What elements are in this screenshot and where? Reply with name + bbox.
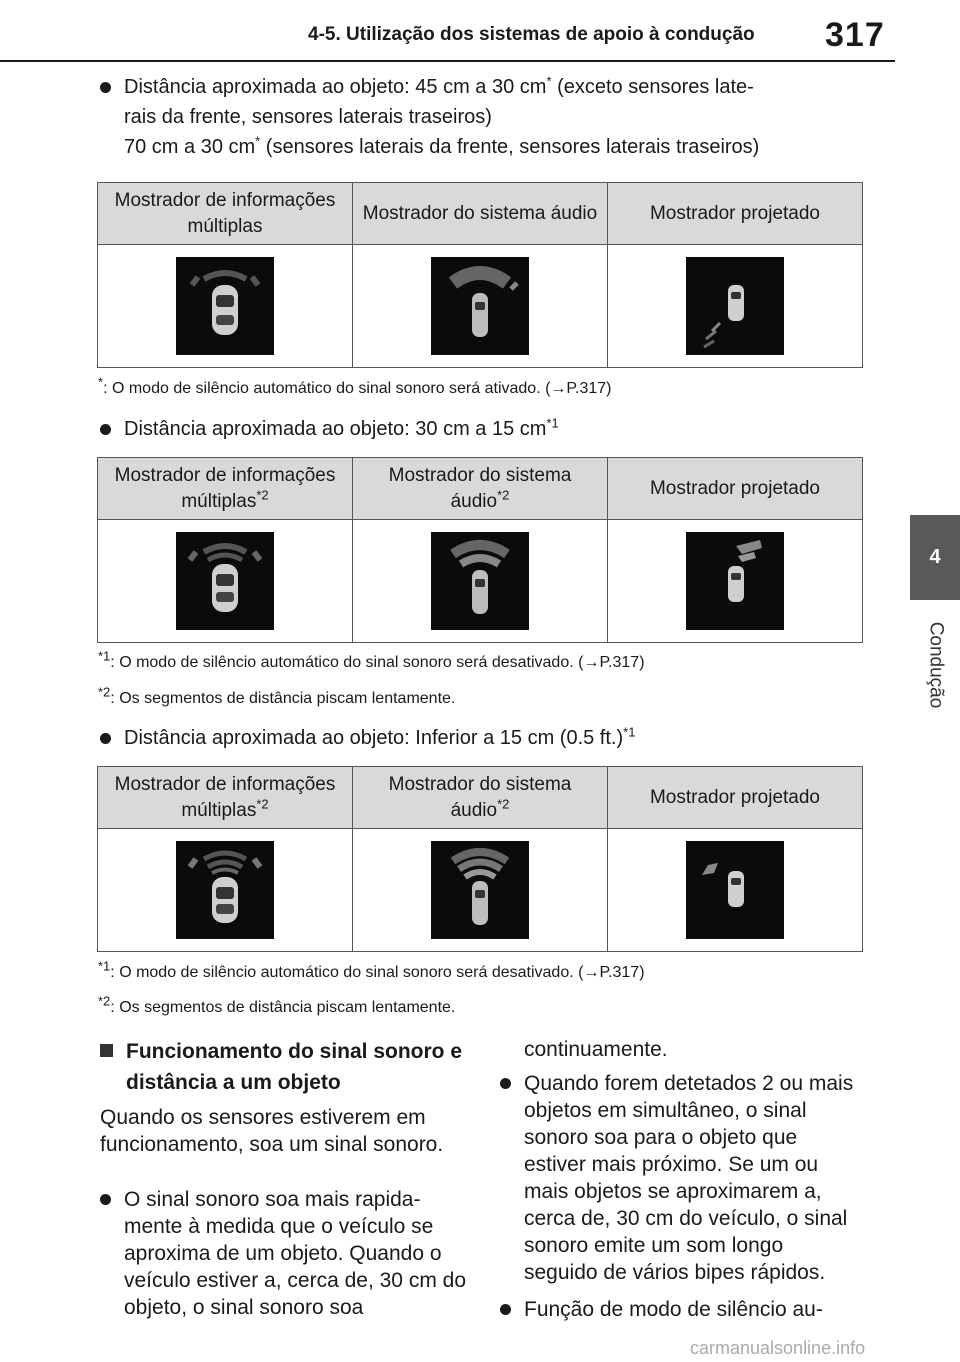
audio-display-image <box>431 532 529 630</box>
projected-display-image <box>686 532 784 630</box>
display-table-3 <box>97 766 863 952</box>
chapter-number: 4 <box>929 546 941 568</box>
body-bullet-2: Quando forem detetados 2 ou mais objetos em simultâneo, o sinal sonoro soa para o objeto que estiver mais próximo. Se um ou mais objetos se aproximarem a, cerca de, 30 cm do veículo, o sinal sonoro emite um som longo seguido de vários bipes rápidos. <box>500 1070 862 1286</box>
header-divider <box>0 60 895 62</box>
multi-info-display-image <box>176 532 274 630</box>
header-projected: Mostrador projetado <box>608 183 863 245</box>
heading-square-icon <box>100 1044 113 1057</box>
distance-bullet-3: Distância aproximada ao objeto: Inferior a 15 cm (0.5 ft.)$^{*1}$ <box>100 723 635 753</box>
bullet-dot <box>100 82 111 93</box>
distance-bullet-2: Distância aproximada ao objeto: 30 cm a 15 $cm^{*1}$ <box>100 414 559 444</box>
audio-display-image <box>431 257 529 355</box>
footnote-3-2: $^{*2}$: Os segmentos de distância piscam lentamente. <box>98 993 456 1016</box>
header-multi-info: Mostrador de informações múltiplas <box>98 183 353 245</box>
distance-bullet-1: Distância aproximada ao objeto: 45 cm a 30 cm* (exceto sensores late- rais da frente, sensores laterais traseiros) 70 cm a 30 cm* (sensores laterais da frente, sensores laterais traseiros) <box>100 72 870 162</box>
body-bullet-1-continued: continuamente. <box>524 1038 668 1061</box>
header-audio: Mostrador do sistema áudio$^{*2}$ <box>353 767 608 829</box>
header-projected: Mostrador projetado <box>608 458 863 520</box>
section-title: 4-5. Utilização dos sistemas de apoio à condução <box>308 24 755 45</box>
footnote-1: *: O modo de silêncio automático do sinal sonoro será ativado. (→P.317) <box>98 374 612 397</box>
body-paragraph: Quando os sensores estiverem em funcionamento, soa um sinal sonoro. <box>100 1106 444 1156</box>
watermark: carmanualsonline.info <box>690 1338 866 1358</box>
chapter-label <box>910 610 960 720</box>
display-table-2 <box>97 457 863 643</box>
header-audio: Mostrador do sistema áudio <box>353 183 608 245</box>
header-projected: Mostrador projetado <box>608 767 863 829</box>
audio-display-image <box>431 841 529 939</box>
body-bullet-3: Função de modo de silêncio au- <box>500 1296 862 1323</box>
chapter-label-text: Condução <box>925 621 946 709</box>
page-number: 317 <box>825 16 885 54</box>
projected-display-image <box>686 841 784 939</box>
body-bullet-1: O sinal sonoro soa mais rapida-mente à medida que o veículo se aproxima de um objeto. Quando o veículo estiver a, cerca de, 30 cm do objeto, o sinal sonoro soa <box>100 1186 470 1321</box>
multi-info-display-image <box>176 257 274 355</box>
header-audio: Mostrador do sistema áudio$^{*2}$ <box>353 458 608 520</box>
projected-display-image <box>686 257 784 355</box>
chapter-tab <box>910 515 960 600</box>
section-heading: Funcionamento do sinal sonoro e distância a um objeto <box>100 1036 470 1098</box>
header-multi-info: Mostrador de informações múltiplas$^{*2}$ <box>98 458 353 520</box>
footnote-2-2: $^{*2}$: Os segmentos de distância piscam lentamente. <box>98 684 456 707</box>
footnote-3-1: $^{*1}$: O modo de silêncio automático do sinal sonoro será desativado. (→P.317) <box>98 958 645 981</box>
display-table-1 <box>97 182 863 368</box>
header-multi-info: Mostrador de informações múltiplas$^{*2}$ <box>98 767 353 829</box>
footnote-2-1: $^{*1}$: O modo de silêncio automático do sinal sonoro será desativado. (→P.317) <box>98 648 645 671</box>
multi-info-display-image <box>176 841 274 939</box>
